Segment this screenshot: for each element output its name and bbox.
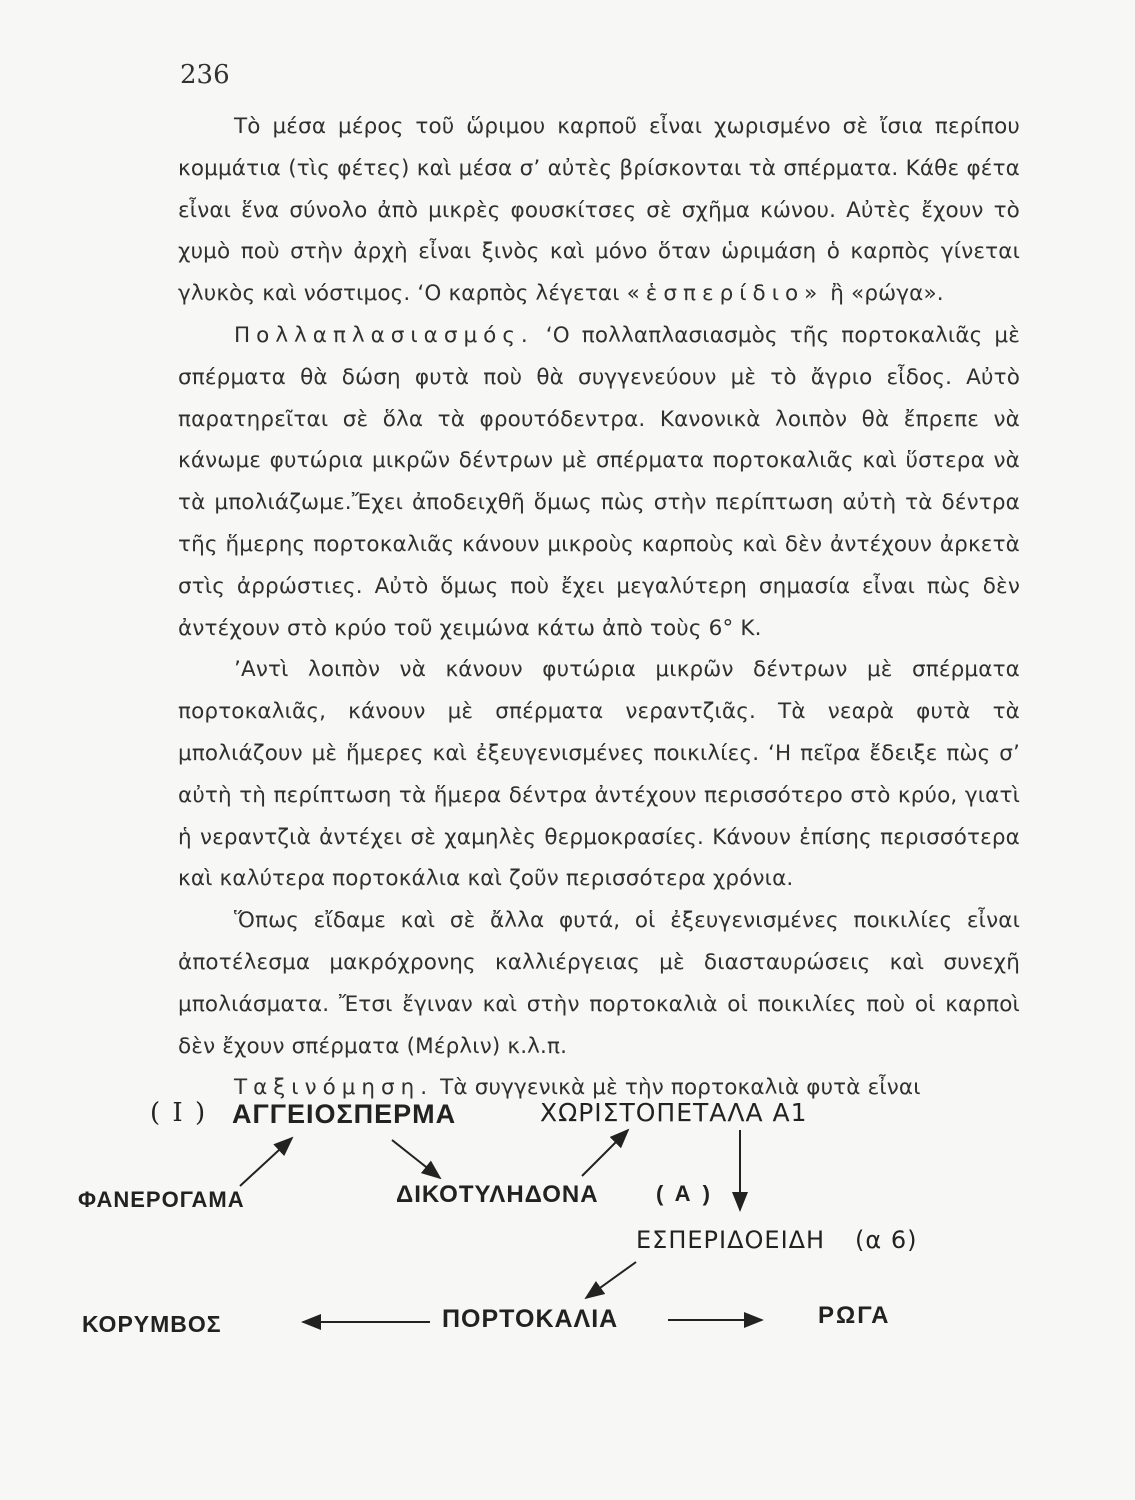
- arrow-aggeiosperma-to-dikotylidona: [392, 1140, 440, 1178]
- label-roga: ΡΩΓΑ: [818, 1302, 891, 1329]
- label-dikotylidona-tag: ( Α ): [656, 1181, 713, 1206]
- arrow-esperidoeidi-to-portokalia: [586, 1262, 636, 1298]
- label-fanerogama: ΦΑΝΕΡΟΓΑΜΑ: [78, 1187, 245, 1212]
- page-number: 236: [180, 60, 230, 90]
- label-aggeiosperma: ΑΓΓΕΙΟΣΠΕΡΜΑ: [232, 1099, 457, 1129]
- label-esperidoeidi: ΕΣΠΕΡΙΔΟΕΙΔΗ: [636, 1226, 826, 1254]
- label-choristopetala: ΧΩΡΙΣΤΟΠΕΤΑΛΑ Α1: [540, 1098, 808, 1127]
- label-esperidoeidi-tag: (α 6): [855, 1226, 918, 1254]
- arrow-fanerogama-to-aggeiosperma: [240, 1138, 292, 1186]
- label-portokalia: ΠΟΡΤΟΚΑΛΙΑ: [442, 1305, 619, 1333]
- arrow-dikotylidona-to-choristopetala: [582, 1130, 628, 1176]
- paragraph-rootstock-text: ’Αντὶ λοιπὸν νὰ κάνουν φυτώρια μικρῶν δέντρων μὲ σπέρματα πορτοκαλιᾶς, κάνουν μὲ σπέρματα νεραντζιᾶς. Τὰ νεαρὰ φυτὰ τὰ μπολιάζουν μὲ ἥμερες καὶ ἐξευγενισμένες ποικιλίες. ‘Η πεῖρα ἔδειξε πὼς σ’ αὐτὴ τὴ περίπτωση τὰ ἥμερα δέντρα ἀντέχουν περισσότερο στὸ κρύο, γιατὶ ἡ νεραντζιὰ ἀντέχει σὲ χαμηλὲς θερμοκρασίες. Κάνουν ἐπίσης περισσότερα καὶ καλύτερα πορτοκάλια καὶ ζοῦν περισσότερα χρόνια.: [178, 657, 1020, 892]
- term-esperidio: «ἑσπερίδιο»: [626, 281, 824, 307]
- paragraph-classification-text: Τὰ συγγενικὰ μὲ τὴν πορτοκαλιὰ φυτὰ εἶναι: [433, 1075, 921, 1101]
- paragraph-fruit-end: ἢ «ρώγα».: [823, 281, 944, 307]
- paragraph-propagation-text: ‘Ο πολλαπλασιασμὸς τῆς πορτοκαλιᾶς μὲ σπέρματα θὰ δώση φυτὰ ποὺ θὰ συγγενεύουν μὲ τὸ ἄγριο εἶδος. Αὐτὸ παρατηρεῖται σὲ ὅλα τὰ φρουτόδεντρα. Κανονικὰ λοιπὸν θὰ ἔπρεπε νὰ κάνωμε φυτώρια μικρῶν δέντρων μὲ σπέρματα πορτοκαλιᾶς καὶ ὕστερα νὰ τὰ μπολιάζωμε.Ἔχει ἀποδειχθῆ ὅμως πὼς στὴν περίπτωση αὐτὴ τὰ δέντρα τῆς ἥμερης πορτοκαλιᾶς κάνουν μικροὺς καρποὺς καὶ δὲν ἀντέχουν ἀρκετὰ στὶς ἀρρώστιες. Αὐτὸ ὅμως ποὺ ἔχει μεγαλύτερη σημασία εἶναι πὼς δὲν ἀντέχουν στὸ κρύο τοῦ χειμώνα κάτω ἀπὸ τοὺς 6° Κ.: [178, 322, 1020, 641]
- paragraph-fruit-text: Τὸ μέσα μέρος τοῦ ὥριμου καρποῦ εἶναι χωρισμένο σὲ ἴσια περίπου κομμάτια (τὶς φέτες) καὶ μέσα σ’ αὐτὲς βρίσκονται τὰ σπέρματα. Κάθε φέτα εἶναι ἕνα σύνολο ἀπὸ μικρὲς φουσκίτσες σὲ σχῆμα κώνου. Αὐτὲς ἔχουν τὸ χυμὸ ποὺ στὴν ἀρχὴ εἶναι ξινὸς καὶ μόνο ὅταν ὡριμάση ὁ καρπὸς γίνεται γλυκὸς καὶ νόστιμος. ‘Ο καρπὸς λέγεται: [178, 114, 1020, 307]
- roman-numeral-label: ( I ): [150, 1098, 208, 1128]
- label-korymvos: ΚΟΡΥΜΒΟΣ: [82, 1311, 222, 1337]
- label-dikotylidona: ΔΙΚΟΤΥΛΗΔΟΝΑ: [396, 1181, 599, 1208]
- heading-propagation: Πολλαπλασιασμός.: [234, 322, 534, 348]
- heading-classification: Ταξινόμηση.: [234, 1075, 434, 1101]
- paragraph-varieties-text: Ὅπως εἴδαμε καὶ σὲ ἄλλα φυτά, οἱ ἐξευγενισμένες ποικιλίες εἶναι ἀποτέλεσμα μακρόχρονης καλλιέργειας μὲ διασταυρώσεις καὶ συνεχῆ μπολιάσματα. Ἔτσι ἔγιναν καὶ στὴν πορτοκαλιὰ οἱ ποικιλίες ποὺ οἱ καρποὶ δὲν ἔχουν σπέρματα (Μέρλιν) κ.λ.π.: [178, 908, 1020, 1059]
